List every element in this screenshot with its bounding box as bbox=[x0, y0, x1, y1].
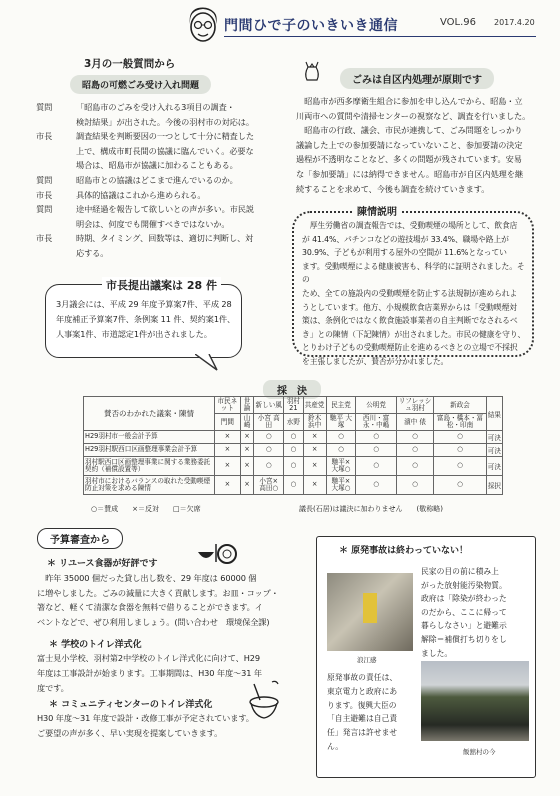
left-text bbox=[327, 671, 413, 754]
text-line: 3月議会には、平成 29 年度予算案7件、平成 28 bbox=[56, 299, 232, 309]
text-line: を主張しましたが、賛否が分かれました。 bbox=[302, 356, 449, 366]
text-line: ます。受動喫煙による健康被害も、科学的に証明されました。その bbox=[302, 261, 525, 285]
vote-mark: ○ bbox=[284, 444, 303, 457]
bill-name: 羽村駅西口区画整理事業に関する業務委託契約（補償設置等） bbox=[84, 457, 215, 476]
group-row bbox=[84, 397, 503, 414]
mayor-bills-bubble bbox=[45, 279, 242, 358]
petition-explanation-box bbox=[292, 207, 534, 366]
vote-mark: ○ bbox=[434, 476, 486, 495]
text-line: 政府は「除染が終わった bbox=[421, 594, 507, 604]
section-title: 市長提出議案は 28 件 bbox=[102, 277, 221, 293]
volume-number: VOL.96 bbox=[440, 17, 477, 28]
qa-label: 質問 bbox=[36, 204, 53, 215]
right-text bbox=[421, 565, 533, 660]
text-line: 東京電力と政府にあ bbox=[327, 686, 398, 696]
nuclear-accident-box bbox=[316, 536, 536, 778]
vote-mark: ○ bbox=[396, 476, 434, 495]
party-name: リフレッシュ羽村 bbox=[396, 397, 434, 414]
text-line: ります。復興大臣の bbox=[327, 700, 397, 710]
iitate-photo bbox=[421, 661, 529, 741]
text-line: 昭島市が西多摩衛生組合に参加を申し込んでから、昭島・立 bbox=[296, 96, 523, 106]
party-name: 新政会 bbox=[434, 397, 486, 414]
issue-date: 2017.4.20 bbox=[494, 18, 535, 27]
text-line: ん。 bbox=[327, 741, 344, 751]
vote-mark: × bbox=[303, 431, 326, 444]
qa-line: 調査結果を判断要因の一つとして十分に精査した bbox=[76, 131, 254, 142]
text-line: 過程が不透明なことなど、多くの問題が残されています。安易 bbox=[296, 154, 522, 165]
bill-name: H29羽村駅西口区画整理事業会計予算 bbox=[84, 444, 215, 457]
vote-mark: × bbox=[215, 444, 241, 457]
table-row bbox=[84, 444, 503, 457]
vote-mark: ○ bbox=[356, 476, 396, 495]
member-name: 富島・橋本・冨松・印南 bbox=[434, 414, 486, 431]
qa-row bbox=[36, 100, 276, 129]
header-label-cell: 賛否のわかれた議案・陳情 bbox=[84, 397, 215, 431]
text-line: 続することを求めて、今後も調査を続けていきます。 bbox=[296, 183, 490, 194]
member-name: 小宮 高田 bbox=[254, 414, 284, 431]
text-line: 民家の目の前に積み上 bbox=[421, 567, 499, 576]
member-name: 山崎 bbox=[240, 414, 254, 431]
vote-mark: ○ bbox=[396, 444, 434, 457]
header-rule bbox=[224, 36, 536, 37]
text-line: 暮らしなさい」と避難示 bbox=[421, 621, 507, 631]
text-line: とりわけ子どもの受動喫煙防止を進めるべきとの立場で不採択 bbox=[302, 343, 518, 353]
qa-line: 具体的協議はこれから進められる。 bbox=[76, 189, 206, 200]
text-line: ため、全ての施設内の受動喫煙を防止する法規制が進められよ bbox=[302, 288, 518, 298]
section-title: 3月の一般質問から bbox=[84, 58, 176, 70]
bill-name: H29羽村市一般会計予算 bbox=[84, 431, 215, 444]
vote-mark: ○ bbox=[254, 457, 284, 476]
qa-text bbox=[76, 129, 254, 173]
table-row bbox=[84, 431, 503, 444]
qa-text bbox=[76, 231, 253, 260]
text-line: 原発事故の責任は、 bbox=[327, 673, 398, 682]
qa-line: 「昭島市のごみを受け入れる3項目の調査・ bbox=[76, 102, 235, 112]
qa-line: 途中経過を報告して欲しいとの声が多い。市民説 bbox=[76, 204, 254, 215]
text-line: 度です。 bbox=[37, 682, 69, 693]
party-name: 新しい風 bbox=[254, 397, 284, 414]
qa-line: 明会は、何度でも開催すべきではないか。 bbox=[76, 218, 230, 229]
qa-line: 時期、タイミング、回数等は、適切に判断し、対 bbox=[76, 233, 254, 244]
text-line: な「参加要請」には納得できません。昭島市が自区内処理を継 bbox=[296, 168, 523, 179]
vote-result: 採択 bbox=[486, 476, 502, 495]
vote-mark: × bbox=[215, 457, 241, 476]
qa-row bbox=[36, 188, 276, 203]
bubble-tail bbox=[195, 354, 219, 372]
party-name: 市民ネット bbox=[215, 397, 241, 414]
text-line: 年度は工事設計が始まります。工事期間は、H30 年度～31 年 bbox=[37, 667, 262, 678]
garbage-section bbox=[296, 60, 531, 196]
party-name: 世論 bbox=[240, 397, 254, 414]
text-line: 年度補正予算案7件、条例案 11 件、契約案1件、 bbox=[56, 314, 236, 324]
vote-mark: × bbox=[240, 476, 254, 495]
qa-label: 市長 bbox=[36, 233, 53, 244]
text-line: 昭島市の行政、議会、市民が連携して、ごみ問題をしっかり bbox=[296, 125, 523, 136]
qa-line: 応する。 bbox=[76, 247, 109, 258]
section-title: ごみは自区内処理が原則です bbox=[340, 68, 494, 89]
text-line: 富士見小学校、羽村第2中学校のトイレ洋式化に向けて、H29 bbox=[37, 653, 260, 664]
text-line: ました。 bbox=[421, 648, 453, 658]
section-subtitle: 昭島の可燃ごみ受け入れ問題 bbox=[70, 75, 211, 94]
reuse-dishes-body bbox=[37, 571, 313, 629]
vote-result: 可決 bbox=[486, 431, 502, 444]
vote-mark: × bbox=[240, 444, 254, 457]
vote-mark: ○ bbox=[434, 431, 486, 444]
qa-row bbox=[36, 202, 276, 231]
toilet-icon bbox=[246, 678, 282, 720]
vote-result: 可決 bbox=[486, 444, 502, 457]
vote-mark: ○ bbox=[284, 431, 303, 444]
section-title: 陳情説明 bbox=[352, 203, 402, 218]
qa-line: 昭島市との協議はどこまで進んでいるのか。 bbox=[76, 174, 238, 185]
text-line: ベントなどで、ぜひ利用しましょう。(問い合わせ 環境保全課) bbox=[37, 616, 270, 627]
text-line: 人事案1件、市道認定1件が出されました。 bbox=[56, 329, 212, 339]
section-title: 採 決 bbox=[263, 380, 321, 399]
text-line: H30 年度～31 年度で設計・改修工事が予定されています。 bbox=[37, 713, 254, 724]
text-line: 昨年 35000 個だった貸し出し数を、29 年度は 60000 個 bbox=[37, 573, 257, 583]
text-line: ご要望の声が多く、早い実現を提案していきます。 bbox=[37, 727, 223, 738]
vote-mark: ○ bbox=[254, 444, 284, 457]
text-line: 厚生労働省の調査報告では、受動喫煙の場所として、飲食店 bbox=[302, 221, 518, 230]
vote-mark: 小宮× 高田○ bbox=[254, 476, 284, 495]
text-line: に増やしました。ごみの減量に大きく貢献します。お皿・コップ・ bbox=[37, 587, 279, 598]
text-line: がった放射能汚染物質。 bbox=[421, 580, 507, 590]
general-question-section bbox=[36, 56, 276, 261]
bill-name: 羽村市におけるバランスの取れた受動喫煙防止対策を求める陳情 bbox=[84, 476, 215, 495]
vote-mark: ○ bbox=[356, 431, 396, 444]
section-body bbox=[296, 94, 532, 196]
reuse-dishes-title: ＊ リユース食器が好評です bbox=[47, 559, 158, 569]
section-body bbox=[302, 219, 528, 369]
qa-text bbox=[76, 188, 205, 203]
member-name: 鈴木 浜中 bbox=[303, 414, 326, 431]
vote-mark: ○ bbox=[326, 431, 356, 444]
result-label: 結果 bbox=[486, 397, 502, 431]
namie-photo bbox=[327, 573, 413, 651]
qa-line: 上で、構成市町長間の協議に臨んでいく。必要な bbox=[76, 145, 254, 156]
photo1-caption: 浪江感 bbox=[357, 656, 377, 664]
vote-mark: ○ bbox=[396, 457, 434, 476]
party-name: 民主党 bbox=[326, 397, 356, 414]
member-name: 濱中 俵 bbox=[396, 414, 434, 431]
member-name: 西川・富永・中嶋 bbox=[356, 414, 396, 431]
vote-mark: × bbox=[303, 457, 326, 476]
vote-mark: × bbox=[215, 476, 241, 495]
text-line: 箸など、軽くて清潔な食器を無料で借りることができます。イ bbox=[37, 602, 263, 613]
text-line: 任」発言は許せませ bbox=[327, 728, 398, 738]
qa-row bbox=[36, 129, 276, 173]
qa-line: 検討結果」が出された。今後の羽村市の対応は。 bbox=[76, 116, 254, 127]
qa-line: 場合は、昭島市が協議に加わることもある。 bbox=[76, 160, 238, 171]
text-line: き」との陳情（下記陳情）が出されました。市民の健康を守り、 bbox=[302, 329, 526, 339]
table-row bbox=[84, 476, 503, 495]
qa-row bbox=[36, 173, 276, 188]
qa-text bbox=[76, 173, 238, 188]
table-row bbox=[84, 457, 503, 476]
qa-text bbox=[76, 100, 254, 129]
member-name: 門間 bbox=[215, 414, 241, 431]
member-name: 馳平 大塚 bbox=[326, 414, 356, 431]
vote-mark: 馳平× 大塚○ bbox=[326, 476, 356, 495]
qa-list bbox=[36, 100, 276, 261]
garbage-bag-icon bbox=[302, 60, 322, 82]
header-bar bbox=[0, 0, 560, 46]
vote-mark: ○ bbox=[434, 444, 486, 457]
vote-mark: ○ bbox=[356, 457, 396, 476]
section-title: ＊ 原発事故は終わっていない！ bbox=[339, 546, 469, 556]
party-name: 公明党 bbox=[356, 397, 396, 414]
qa-label: 市長 bbox=[36, 189, 53, 200]
author-caricature-icon bbox=[186, 6, 220, 44]
text-line: うとしています。他方、小規模飲食店業界からは「受動喫煙対 bbox=[302, 302, 517, 312]
vote-mark: × bbox=[240, 431, 254, 444]
text-line: 川両市への質問や清掃センターの視察など、調査を行いました。 bbox=[296, 110, 531, 121]
party-name: 共産党 bbox=[303, 397, 326, 414]
vote-mark: ○ bbox=[254, 431, 284, 444]
section-title: 予算審査から bbox=[37, 528, 123, 549]
qa-label: 質問 bbox=[36, 102, 53, 112]
vote-mark: ○ bbox=[326, 444, 356, 457]
community-toilet-title: ＊ コミュニティセンターのトイレ洋式化 bbox=[49, 700, 213, 711]
text-line: 議論した上での参加要請になっていないこと、参加要請の決定 bbox=[296, 139, 523, 150]
qa-text bbox=[76, 202, 254, 231]
party-name: 羽村21 bbox=[284, 397, 303, 414]
photo2-caption: 飯舘村の今 bbox=[463, 748, 496, 756]
vote-mark: ○ bbox=[284, 457, 303, 476]
text-line: が 41.4%、パチンコなどの遊技場が 33.4%、職場や路上が bbox=[302, 234, 509, 244]
vote-mark: × bbox=[303, 444, 326, 457]
vote-legend: ○＝賛成 ×＝反対 □＝欠席 bbox=[91, 505, 201, 513]
vote-mark: ○ bbox=[396, 431, 434, 444]
text-line: 解除＝補償打ち切りをし bbox=[421, 634, 507, 644]
text-line: 30.9%、子どもが利用する屋外の空間が 11.6%となってい bbox=[302, 248, 507, 258]
section-body bbox=[56, 297, 242, 342]
vote-table bbox=[83, 396, 503, 495]
school-toilet-title: ＊ 学校のトイレ洋式化 bbox=[49, 640, 142, 651]
vote-mark: ○ bbox=[356, 444, 396, 457]
vote-note: 議長(石居)は議決に加わりません (敬称略) bbox=[299, 505, 443, 513]
vote-mark: ○ bbox=[434, 457, 486, 476]
vote-mark: × bbox=[240, 457, 254, 476]
sign-board bbox=[363, 593, 377, 623]
text-line: のだから、ここに帰って bbox=[421, 607, 507, 617]
qa-label: 質問 bbox=[36, 174, 53, 185]
vote-mark: × bbox=[215, 431, 241, 444]
vote-mark: × bbox=[303, 476, 326, 495]
newsletter-title: 門間ひで子のいきいき通信 bbox=[224, 18, 398, 34]
qa-row bbox=[36, 231, 276, 260]
qa-label: 市長 bbox=[36, 131, 53, 142]
vote-mark: ○ bbox=[284, 476, 303, 495]
text-line: 策は、条例化ではなく飲食施設事業者の自主判断でなされるべ bbox=[302, 316, 518, 326]
dishes-icon bbox=[196, 542, 238, 564]
member-name: 水野 bbox=[284, 414, 303, 431]
vote-result: 可決 bbox=[486, 457, 502, 476]
text-line: 「自主避難は自己責 bbox=[327, 714, 398, 724]
vote-mark: 馳平× 大塚○ bbox=[326, 457, 356, 476]
